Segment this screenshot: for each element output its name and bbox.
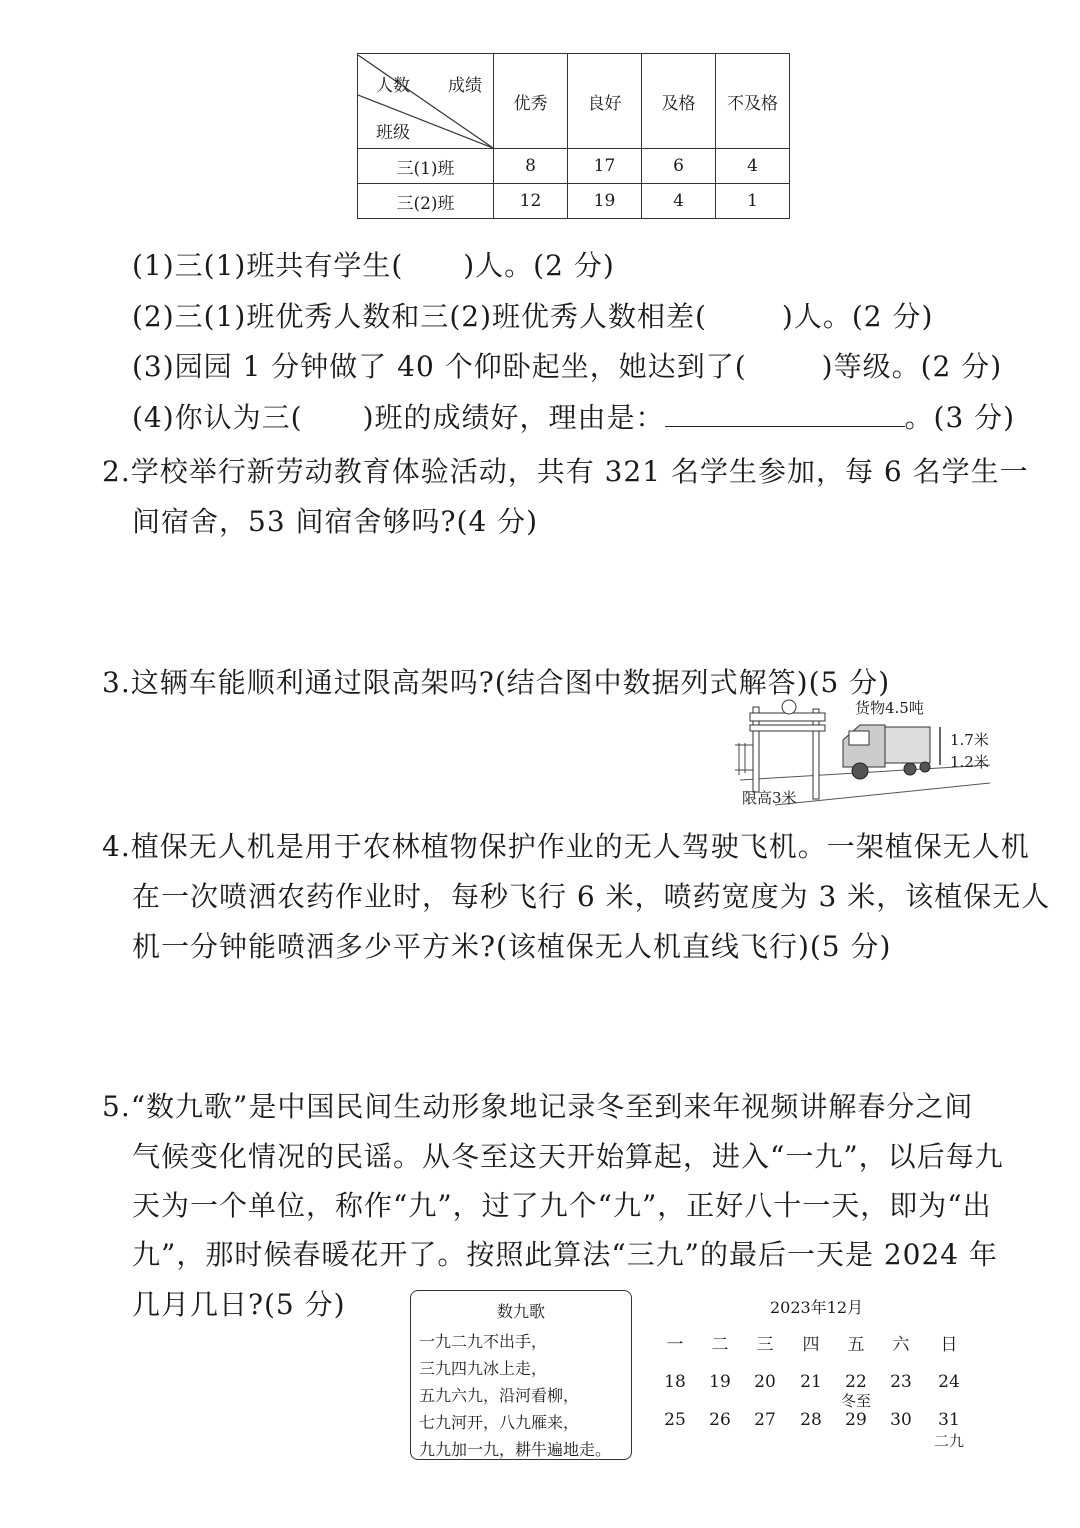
limit-sign-icon xyxy=(782,700,796,714)
q1-sub4-text: (4)你认为三( xyxy=(132,401,303,434)
height-label-lower: 1.2米 xyxy=(950,753,989,771)
poem-line: 一九二九不出手， xyxy=(419,1332,548,1351)
header-cell: 不及格 xyxy=(716,54,790,149)
q5-line1: 5.“数九歌”是中国民间生动形象地记录冬至到来年视频讲解春分之间 xyxy=(102,1090,974,1123)
q5-line5: 几月几日?(5 分) xyxy=(132,1288,346,1321)
weekday: 日 xyxy=(940,1335,958,1355)
calendar-title: 2023年12月 xyxy=(770,1298,864,1317)
date-cell: 25 xyxy=(664,1410,686,1430)
q3-line1: 3.这辆车能顺利通过限高架吗?(结合图中数据列式解答)(5 分) xyxy=(102,666,891,699)
weekday: 五 xyxy=(847,1335,865,1355)
poem-line: 三九四九冰上走， xyxy=(419,1359,548,1378)
date-cell: 19 xyxy=(709,1372,731,1392)
q1-sub4 xyxy=(132,396,1015,436)
value-cell: 4 xyxy=(642,184,716,219)
reason-underline[interactable] xyxy=(665,404,905,427)
q1-sub1-text: (1)三(1)班共有学生( xyxy=(132,249,404,282)
value-cell: 6 xyxy=(642,149,716,184)
date-cell: 31 xyxy=(938,1410,960,1430)
value-cell: 12 xyxy=(494,184,568,219)
gantry-post-right xyxy=(813,709,819,799)
poem-line: 七九河开，八九雁来， xyxy=(419,1413,580,1432)
winter-solstice-note: 冬至 xyxy=(840,1392,871,1410)
date-cell: 20 xyxy=(754,1372,776,1392)
class-cell: 三(2)班 xyxy=(358,184,494,219)
date-cell: 29 xyxy=(845,1410,867,1430)
table-row xyxy=(358,149,790,184)
q2-line2: 间宿舍，53 间宿舍够吗?(4 分) xyxy=(132,505,539,538)
value-cell: 17 xyxy=(568,149,642,184)
q1-sub3 xyxy=(132,345,1002,385)
q1-sub3-tail: )等级。(2 分) xyxy=(821,350,1003,383)
header-cell: 良好 xyxy=(568,54,642,149)
q2-line1: 2.学校举行新劳动教育体验活动，共有 321 名学生参加，每 6 名学生一 xyxy=(102,455,1029,488)
poem-line: 五九六九，沿河看柳， xyxy=(419,1386,580,1405)
table-corner-header xyxy=(358,54,494,149)
q1-sub4-mid: )班的成绩好，理由是： xyxy=(362,401,665,434)
score-table xyxy=(357,53,790,219)
height-label-upper: 1.7米 xyxy=(950,731,989,749)
q1-sub2 xyxy=(132,295,933,335)
q1-sub2-tail: )人。(2 分) xyxy=(781,300,934,333)
q4-line2: 在一次喷洒农药作业时，每秒飞行 6 米，喷药宽度为 3 米，该植保无人 xyxy=(132,880,1051,913)
date-cell: 26 xyxy=(709,1410,731,1430)
value-cell: 19 xyxy=(568,184,642,219)
poem-title: 数九歌 xyxy=(496,1302,545,1321)
date-cell: 24 xyxy=(938,1372,960,1392)
weekday: 四 xyxy=(802,1335,820,1355)
header-cell: 及格 xyxy=(642,54,716,149)
weekday: 三 xyxy=(756,1335,774,1355)
poem-line: 九九加一九，耕牛遍地走。 xyxy=(419,1440,612,1459)
q1-sub1 xyxy=(132,244,615,284)
q5-line3: 天为一个单位，称作“九”，过了九个“九”，正好八十一天，即为“出 xyxy=(132,1189,992,1222)
date-cell: 27 xyxy=(754,1410,776,1430)
weekday: 二 xyxy=(711,1335,729,1355)
date-cell: 30 xyxy=(890,1410,912,1430)
value-cell: 8 xyxy=(494,149,568,184)
q1-sub3-text: (3)园园 1 分钟做了 40 个仰卧起坐，她达到了( xyxy=(132,350,747,383)
corner-label-count: 人数 xyxy=(376,75,410,96)
date-cell: 18 xyxy=(664,1372,686,1392)
corner-label-class: 班级 xyxy=(376,122,410,143)
date-cell: 21 xyxy=(800,1372,822,1392)
q1-sub4-tail: 。(3 分) xyxy=(904,401,1016,434)
class-cell: 三(1)班 xyxy=(358,149,494,184)
q1-sub1-tail: )人。(2 分) xyxy=(463,249,615,282)
limit-label: 限高3米 xyxy=(742,789,797,807)
value-cell: 1 xyxy=(716,184,790,219)
weekday: 六 xyxy=(892,1335,910,1355)
header-cell: 优秀 xyxy=(494,54,568,149)
date-cell: 28 xyxy=(800,1410,822,1430)
poem-box xyxy=(410,1290,632,1460)
q5-line4: 九”，那时候春暖花开了。按照此算法“三九”的最后一天是 2024 年 xyxy=(132,1238,999,1271)
q4-line1: 4.植保无人机是用于农林植物保护作业的无人驾驶飞机。一架植保无人机 xyxy=(102,830,1030,863)
second-nine-note: 二九 xyxy=(933,1432,964,1450)
value-cell: 4 xyxy=(716,149,790,184)
q1-sub2-text: (2)三(1)班优秀人数和三(2)班优秀人数相差( xyxy=(132,300,707,333)
cargo-label: 货物4.5吨 xyxy=(855,699,924,717)
date-cell: 22 xyxy=(845,1372,867,1392)
weekday: 一 xyxy=(666,1335,684,1355)
corner-label-grade: 成绩 xyxy=(448,75,482,96)
q4-line3: 机一分钟能喷洒多少平方米?(该植保无人机直线飞行)(5 分) xyxy=(132,930,892,963)
q5-line2: 气候变化情况的民谣。从冬至这天开始算起，进入“一九”，以后每九 xyxy=(132,1140,1004,1173)
table-row xyxy=(358,184,790,219)
calendar xyxy=(655,1290,975,1460)
date-cell: 23 xyxy=(890,1372,912,1392)
